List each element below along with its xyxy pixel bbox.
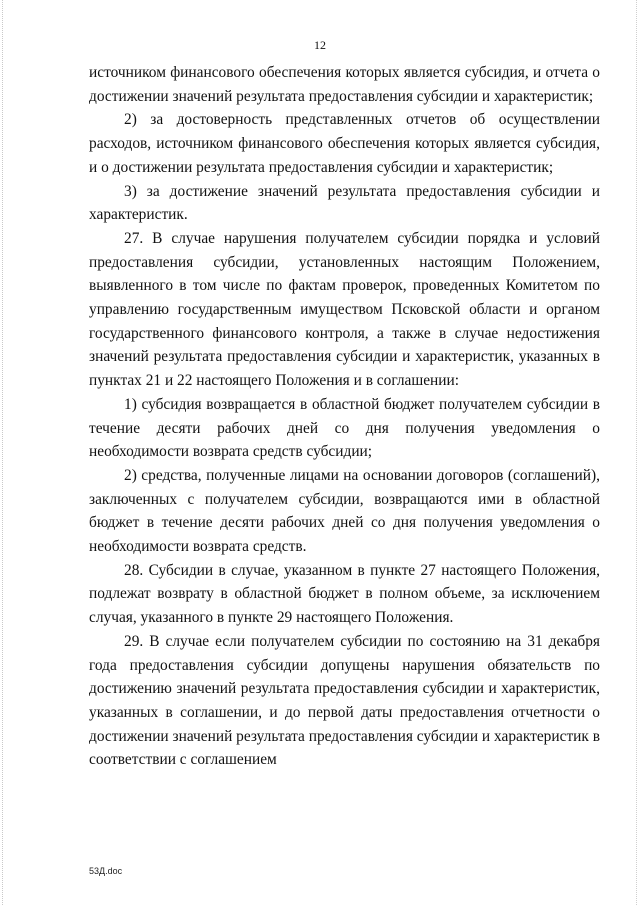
paragraph: 2) средства, полученные лицами на основании договоров (соглашений), заключенных с получателем субсидии, возвращаются ими в областной бюджет в течение десяти рабочих дней со дня получения уведомления о необходимости возврата средств. xyxy=(89,466,600,556)
paragraph: 28. Субсидии в случае, указанном в пункте 27 настоящего Положения, подлежат возврату в областной бюджет в полном объеме, за исключением случая, указанного в пункте 29 настоящего Положения. xyxy=(89,561,600,627)
page-number: 12 xyxy=(314,38,326,52)
document-body xyxy=(89,61,600,772)
paragraph: 3) за достижение значений результата предоставления субсидии и характеристик. xyxy=(89,182,600,224)
footer-filename: 53Д.doc xyxy=(89,866,123,876)
scan-edge-right xyxy=(636,0,638,905)
paragraph: 1) субсидия возвращается в областной бюджет получателем субсидии в течение десяти рабочих дней со дня получения уведомления о необходимости возврата средств субсидии; xyxy=(89,395,600,461)
paragraph: 2) за достоверность представленных отчетов об осуществлении расходов, источником финансового обеспечения которых является субсидия, и о достижении результата предоставления субсидии и характеристик; xyxy=(89,111,600,176)
paragraph: 29. В случае если получателем субсидии по состоянию на 31 декабря года предоставления субсидии допущены нарушения обязательств по достижению значений результата предоставления субсидии и характеристик, указанных в соглашении, и до первой даты предоставления отчетности о достижении значений результата предоставления субсидии и характеристик в соответствии с соглашением xyxy=(89,632,600,769)
paragraph: 27. В случае нарушения получателем субсидии порядка и условий предоставления субсидии, установленных настоящим Положением, выявленного в том числе по фактам проверок, проведенных Комитетом по управлению государственным имуществом Псковской области и органом государственного финансового контроля, а также в случае недостижения значений результата предоставления субсидии и характеристик, указанных в пунктах 21 и 22 настоящего Положения и в соглашении: xyxy=(89,229,600,390)
paragraph: источником финансового обеспечения которых является субсидия, и отчета о достижении значений результата предоставления субсидии и характеристик; xyxy=(89,64,600,105)
scan-edge-left xyxy=(2,0,4,905)
